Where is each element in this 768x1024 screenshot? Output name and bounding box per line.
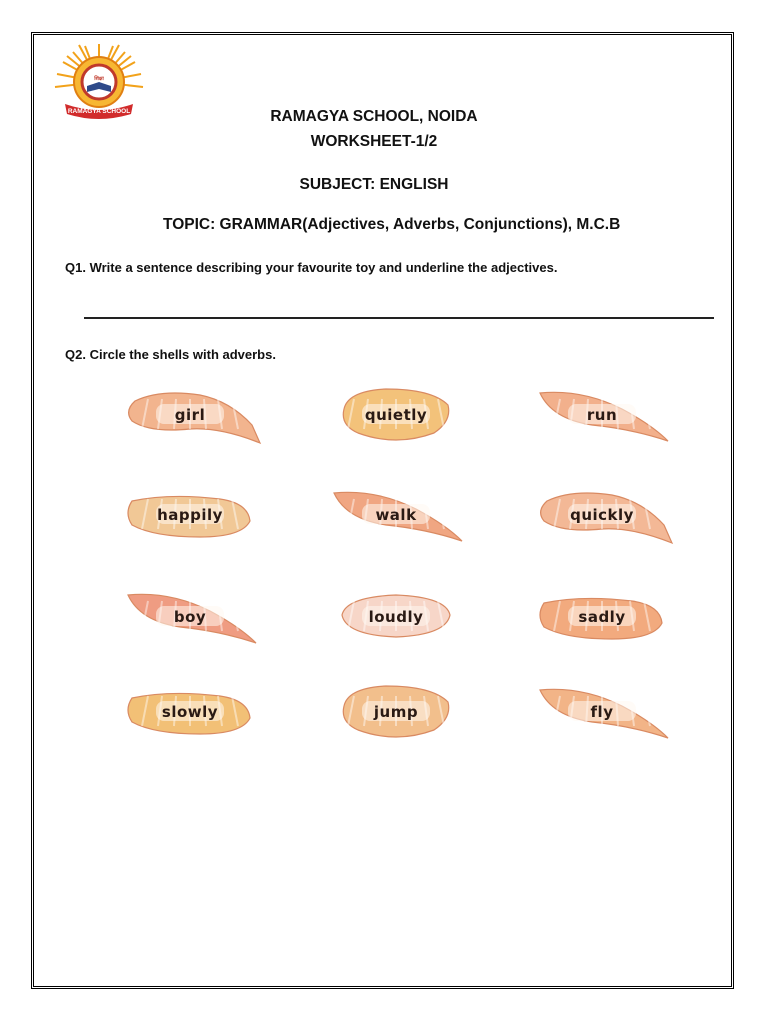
shell-word: run bbox=[586, 406, 618, 424]
shell-word: quickly bbox=[570, 506, 634, 524]
logo-banner-text: RAMAGYA SCHOOL bbox=[67, 108, 131, 115]
shell-run[interactable] bbox=[527, 380, 677, 450]
shell-fly[interactable] bbox=[527, 677, 677, 747]
shell-word: sadly bbox=[578, 608, 626, 626]
shell-sadly[interactable] bbox=[527, 582, 677, 652]
question-1: Q1. Write a sentence describing your favourite toy and underline the adjectives. bbox=[65, 260, 558, 275]
shell-word: boy bbox=[173, 608, 207, 626]
school-title: RAMAGYA SCHOOL, NOIDA bbox=[270, 108, 478, 125]
topic-line: TOPIC: GRAMMAR(Adjectives, Adverbs, Conjunctions), M.C.B bbox=[163, 216, 621, 233]
question-2: Q2. Circle the shells with adverbs. bbox=[65, 347, 276, 362]
shell-word: happily bbox=[157, 506, 223, 524]
logo-center-text: शिक्षा bbox=[94, 76, 104, 82]
shell-word: jump bbox=[373, 703, 419, 721]
shell-slowly[interactable] bbox=[115, 677, 265, 747]
shell-loudly[interactable] bbox=[321, 582, 471, 652]
shell-quickly[interactable] bbox=[527, 480, 677, 550]
shell-word: girl bbox=[174, 406, 206, 424]
shell-happily[interactable] bbox=[115, 480, 265, 550]
shell-boy[interactable] bbox=[115, 582, 265, 652]
shell-walk[interactable] bbox=[321, 480, 471, 550]
subject-line: SUBJECT: ENGLISH bbox=[299, 176, 449, 193]
shell-word: loudly bbox=[368, 608, 424, 626]
answer-line[interactable] bbox=[84, 317, 714, 319]
shell-word: walk bbox=[375, 506, 417, 524]
shell-word: fly bbox=[590, 703, 614, 721]
worksheet-number: WORKSHEET-1/2 bbox=[310, 133, 438, 150]
shell-quietly[interactable] bbox=[321, 380, 471, 450]
shell-girl[interactable] bbox=[115, 380, 265, 450]
shell-word: slowly bbox=[161, 703, 219, 721]
shell-jump[interactable] bbox=[321, 677, 471, 747]
shell-word: quietly bbox=[364, 406, 428, 424]
